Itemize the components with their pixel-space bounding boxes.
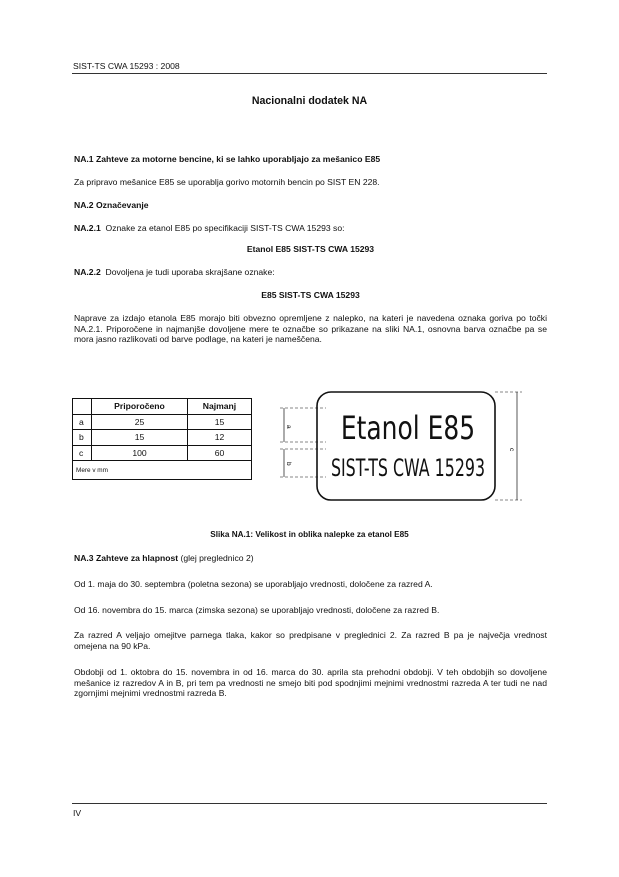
na21-text: Oznake za etanol E85 po specifikaciji SIST-TS CWA 15293 so: bbox=[105, 223, 345, 233]
na3-paragraph-3: Za razred A veljajo omejitve parnega tlaka, kakor so predpisane v preglednici 2. Za razred B pa je največja vrednost omejena na 90 kPa. bbox=[74, 630, 547, 651]
na3-paragraph-2: Od 16. novembra do 15. marca (zimska sezona) se uporabljajo vrednosti, določene za razred B. bbox=[74, 605, 440, 615]
label-line1: Etanol E85 bbox=[340, 408, 476, 447]
na21-line bbox=[74, 223, 547, 234]
table-cell: 15 bbox=[92, 430, 188, 446]
table-cell: a bbox=[73, 414, 92, 430]
table-cell: 60 bbox=[187, 445, 251, 461]
label-line2: SIST-TS CWA 15293 bbox=[330, 453, 486, 482]
na2-paragraph: Naprave za izdajo etanola E85 morajo biti obvezno opremljene z nalepko, na kateri je navedena oznaka goriva po točki NA.2.1. Priporočene in najmanjše dovoljene mere te označbe so prikazane na sliki NA.1, osnovna barva označbe pa se mora jasno razlikovati od barve podlage, na kateri je nameščena. bbox=[74, 313, 547, 345]
na1-text: Za pripravo mešanice E85 se uporablja gorivo motornih bencin po SIST EN 228. bbox=[74, 177, 380, 187]
na3-heading-line bbox=[74, 553, 547, 564]
label-figure bbox=[270, 385, 530, 510]
dim-c-label: c bbox=[508, 448, 515, 452]
table-note: Mere v mm bbox=[73, 461, 252, 480]
footer-rule bbox=[72, 803, 547, 804]
na3-paragraph-4: Obdobji od 1. oktobra do 15. novembra in od 16. marca do 30. aprila sta prehodni obdobji. V teh obdobjih so dovoljene mešanice iz razredov A in B, pri tem pa vrednosti ne smejo biti pod spodnjimi mejnimi vrednostmi razreda A ter tudi ne nad zgornjimi mejnimi vrednostmi razreda B. bbox=[74, 667, 547, 699]
table-row bbox=[73, 445, 252, 461]
figure-caption: Slika NA.1: Velikost in oblika nalepke za etanol E85 bbox=[210, 530, 409, 539]
na22-number: NA.2.2 bbox=[74, 267, 101, 277]
table-cell: 25 bbox=[92, 414, 188, 430]
table-row bbox=[73, 430, 252, 446]
document-code: SIST-TS CWA 15293 : 2008 bbox=[73, 61, 180, 71]
table-header-cell: Najmanj bbox=[187, 399, 251, 415]
table-cell: b bbox=[73, 430, 92, 446]
table-cell: c bbox=[73, 445, 92, 461]
table-cell: 15 bbox=[187, 414, 251, 430]
dim-a-label: a bbox=[285, 425, 292, 429]
table-cell: 12 bbox=[187, 430, 251, 446]
dim-b-label: b bbox=[285, 462, 292, 466]
table-header-row bbox=[73, 399, 252, 415]
na1-heading: NA.1 Zahteve za motorne bencine, ki se lahko uporabljajo za mešanico E85 bbox=[74, 154, 381, 164]
na3-heading-suffix: (glej preglednico 2) bbox=[178, 553, 254, 563]
dimensions-table bbox=[72, 398, 252, 480]
header-rule bbox=[72, 73, 547, 74]
na3-paragraph-1: Od 1. maja do 30. septembra (poletna sezona) se uporabljajo vrednosti, določene za razred A. bbox=[74, 579, 433, 589]
table-cell: 100 bbox=[92, 445, 188, 461]
table-header-cell: Priporočeno bbox=[92, 399, 188, 415]
table-note-row bbox=[73, 461, 252, 480]
na22-label: E85 SIST-TS CWA 15293 bbox=[261, 290, 360, 300]
na22-line bbox=[74, 267, 547, 278]
na21-label: Etanol E85 SIST-TS CWA 15293 bbox=[246, 244, 375, 254]
na3-heading: NA.3 Zahteve za hlapnost bbox=[74, 553, 179, 563]
table-row bbox=[73, 414, 252, 430]
page-title: Nacionalni dodatek NA bbox=[251, 95, 368, 107]
na22-text: Dovoljena je tudi uporaba skrajšane oznake: bbox=[105, 267, 275, 277]
na2-heading: NA.2 Označevanje bbox=[74, 200, 149, 210]
na21-number: NA.2.1 bbox=[74, 223, 101, 233]
page-number: IV bbox=[73, 808, 82, 818]
table-header-cell bbox=[73, 399, 92, 415]
